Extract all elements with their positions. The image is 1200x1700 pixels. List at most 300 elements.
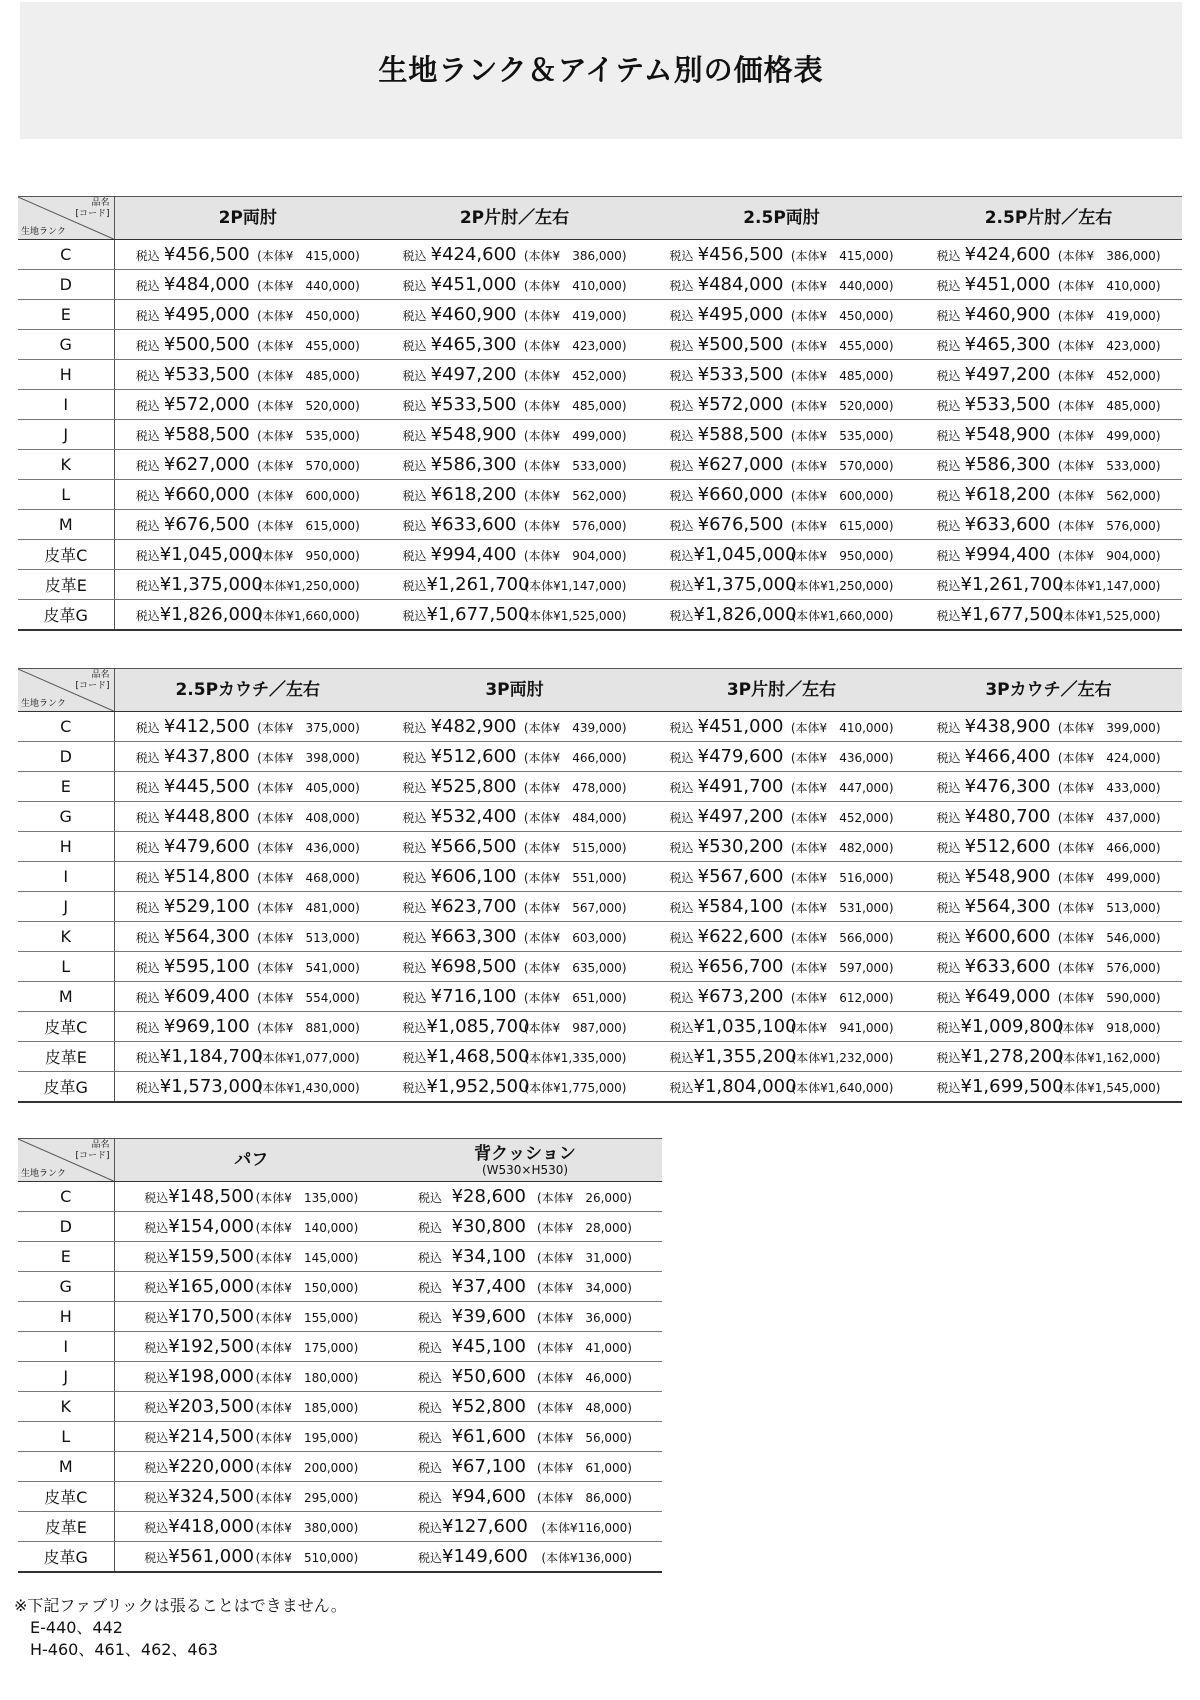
price-group bbox=[115, 986, 382, 1007]
price-incl-tax bbox=[427, 394, 517, 415]
price-base: (本体¥ 439,000) bbox=[523, 721, 627, 735]
rank-cell: H bbox=[18, 832, 114, 862]
yen-sign: ¥ bbox=[430, 544, 443, 565]
price-incl-tax bbox=[427, 866, 517, 887]
tax-label: 税込 bbox=[402, 399, 427, 413]
price-group bbox=[915, 304, 1182, 325]
price-group bbox=[388, 1396, 662, 1417]
tax-label: 税込 bbox=[135, 751, 160, 765]
price-cell bbox=[381, 480, 648, 510]
yen-sign: ¥ bbox=[159, 604, 172, 625]
table-row bbox=[18, 510, 1182, 540]
price-group bbox=[381, 1016, 648, 1037]
price-value: 1,699,500 bbox=[971, 1076, 1064, 1097]
yen-sign: ¥ bbox=[163, 244, 176, 265]
price-incl-tax bbox=[159, 604, 263, 625]
price-group bbox=[915, 776, 1182, 797]
price-incl-tax bbox=[442, 1336, 526, 1357]
column-name: 2.5Pカウチ／左右 bbox=[175, 680, 321, 700]
tax-label: 税込 bbox=[135, 991, 160, 1005]
price-base: (本体¥1,430,000) bbox=[257, 1081, 360, 1095]
price-value: 618,200 bbox=[442, 484, 517, 505]
price-group bbox=[915, 244, 1182, 265]
tax-label: 税込 bbox=[144, 1371, 169, 1385]
price-incl-tax bbox=[427, 484, 517, 505]
yen-sign: ¥ bbox=[426, 604, 438, 625]
price-incl-tax bbox=[694, 394, 784, 415]
tax-label: 税込 bbox=[936, 1021, 961, 1035]
price-base: (本体¥ 41,000) bbox=[537, 1341, 632, 1355]
price-cell bbox=[388, 1302, 662, 1332]
price-cell bbox=[915, 270, 1182, 300]
tax-label: 税込 bbox=[135, 309, 160, 323]
price-value: 1,009,800 bbox=[971, 1016, 1064, 1037]
price-cell bbox=[915, 922, 1182, 952]
price-cell bbox=[381, 1012, 648, 1042]
yen-sign: ¥ bbox=[697, 394, 710, 415]
yen-sign: ¥ bbox=[168, 1546, 180, 1567]
price-cell bbox=[114, 1422, 388, 1452]
yen-sign: ¥ bbox=[697, 304, 710, 325]
price-group bbox=[115, 574, 382, 595]
price-incl-tax bbox=[427, 896, 517, 917]
price-incl-tax bbox=[694, 806, 784, 827]
yen-sign: ¥ bbox=[430, 986, 443, 1007]
tax-label: 税込 bbox=[135, 961, 160, 975]
price-value: 94,600 bbox=[463, 1486, 526, 1507]
price-group bbox=[381, 836, 648, 857]
price-incl-tax bbox=[694, 514, 784, 535]
table-row bbox=[18, 952, 1182, 982]
price-group bbox=[381, 746, 648, 767]
table-row bbox=[18, 600, 1182, 631]
tax-label: 税込 bbox=[135, 279, 160, 293]
tax-label: 税込 bbox=[144, 1521, 169, 1535]
price-base: (本体¥1,525,000) bbox=[524, 609, 627, 623]
price-incl-tax bbox=[961, 776, 1051, 797]
price-base: (本体¥ 615,000) bbox=[790, 519, 894, 533]
price-cell bbox=[114, 922, 381, 952]
price-cell bbox=[388, 1242, 662, 1272]
price-group bbox=[915, 836, 1182, 857]
price-incl-tax bbox=[694, 364, 784, 385]
tax-label: 税込 bbox=[144, 1281, 169, 1295]
price-value: 633,600 bbox=[442, 514, 517, 535]
price-cell bbox=[114, 1072, 381, 1103]
yen-sign: ¥ bbox=[430, 926, 443, 947]
price-cell bbox=[114, 772, 381, 802]
table-row bbox=[18, 1072, 1182, 1103]
price-base: (本体¥ 135,000) bbox=[255, 1191, 359, 1205]
price-base: (本体¥ 576,000) bbox=[1057, 961, 1161, 975]
price-base: (本体¥ 295,000) bbox=[255, 1491, 359, 1505]
price-base: (本体¥ 499,000) bbox=[523, 429, 627, 443]
price-value: 479,600 bbox=[175, 836, 250, 857]
yen-sign: ¥ bbox=[163, 776, 176, 797]
price-group bbox=[381, 304, 648, 325]
price-base: (本体¥ 535,000) bbox=[257, 429, 360, 443]
price-group bbox=[115, 1016, 382, 1037]
price-value: 649,000 bbox=[976, 986, 1051, 1007]
price-cell bbox=[114, 742, 381, 772]
column-header bbox=[114, 669, 381, 712]
price-value: 1,278,200 bbox=[971, 1046, 1064, 1067]
tax-label: 税込 bbox=[936, 279, 961, 293]
price-group bbox=[381, 424, 648, 445]
yen-sign: ¥ bbox=[697, 274, 710, 295]
rank-cell: 皮革C bbox=[18, 1012, 114, 1042]
price-value: 451,000 bbox=[442, 274, 517, 295]
price-incl-tax bbox=[168, 1246, 255, 1267]
rank-cell: D bbox=[18, 1212, 114, 1242]
price-incl-tax bbox=[427, 334, 517, 355]
price-value: 566,500 bbox=[442, 836, 517, 857]
price-cell bbox=[915, 510, 1182, 540]
price-value: 676,500 bbox=[709, 514, 784, 535]
yen-sign: ¥ bbox=[430, 334, 443, 355]
price-incl-tax bbox=[159, 1076, 263, 1097]
tax-label: 税込 bbox=[669, 459, 694, 473]
price-base: (本体¥ 433,000) bbox=[1057, 781, 1161, 795]
yen-sign: ¥ bbox=[964, 806, 977, 827]
price-incl-tax bbox=[160, 986, 250, 1007]
price-base: (本体¥ 576,000) bbox=[523, 519, 627, 533]
tax-label: 税込 bbox=[669, 579, 694, 593]
price-base: (本体¥1,250,000) bbox=[257, 579, 360, 593]
price-cell bbox=[648, 300, 915, 330]
tax-label: 税込 bbox=[417, 1251, 442, 1265]
price-group bbox=[915, 274, 1182, 295]
rank-cell: M bbox=[18, 510, 114, 540]
tax-label: 税込 bbox=[135, 249, 160, 263]
price-group bbox=[915, 746, 1182, 767]
price-group bbox=[115, 484, 382, 505]
table-header-row bbox=[18, 197, 1182, 240]
price-incl-tax bbox=[961, 334, 1051, 355]
rank-cell: C bbox=[18, 1182, 114, 1212]
rank-cell: E bbox=[18, 772, 114, 802]
price-value: 564,300 bbox=[976, 896, 1051, 917]
yen-sign: ¥ bbox=[168, 1426, 180, 1447]
price-cell bbox=[114, 570, 381, 600]
tax-label: 税込 bbox=[402, 811, 427, 825]
yen-sign: ¥ bbox=[168, 1276, 180, 1297]
price-value: 480,700 bbox=[976, 806, 1051, 827]
price-cell bbox=[114, 1452, 388, 1482]
price-incl-tax bbox=[961, 394, 1051, 415]
tax-label: 税込 bbox=[135, 871, 160, 885]
price-cell bbox=[114, 1362, 388, 1392]
price-incl-tax bbox=[159, 544, 263, 565]
yen-sign: ¥ bbox=[430, 866, 443, 887]
price-group bbox=[381, 394, 648, 415]
price-incl-tax bbox=[168, 1186, 255, 1207]
price-incl-tax bbox=[168, 1516, 255, 1537]
price-base: (本体¥ 423,000) bbox=[1057, 339, 1161, 353]
yen-sign: ¥ bbox=[168, 1456, 180, 1477]
table-row bbox=[18, 1512, 662, 1542]
column-header bbox=[388, 1139, 662, 1182]
price-group bbox=[915, 716, 1182, 737]
table-row bbox=[18, 1482, 662, 1512]
yen-sign: ¥ bbox=[159, 544, 172, 565]
column-name: 3P両肘 bbox=[485, 680, 544, 700]
yen-sign: ¥ bbox=[451, 1426, 464, 1447]
price-group bbox=[388, 1426, 662, 1447]
title-banner bbox=[20, 2, 1182, 139]
tax-label: 税込 bbox=[669, 369, 694, 383]
price-value: 412,500 bbox=[175, 716, 250, 737]
price-incl-tax bbox=[168, 1546, 255, 1567]
price-incl-tax bbox=[694, 746, 784, 767]
price-base: (本体¥ 576,000) bbox=[1057, 519, 1161, 533]
tax-label: 税込 bbox=[402, 1051, 427, 1065]
price-incl-tax bbox=[160, 244, 250, 265]
price-group bbox=[381, 574, 648, 595]
price-incl-tax bbox=[693, 1016, 797, 1037]
price-base: (本体¥ 450,000) bbox=[257, 309, 360, 323]
price-value: 497,200 bbox=[976, 364, 1051, 385]
price-incl-tax bbox=[160, 364, 250, 385]
price-cell bbox=[915, 892, 1182, 922]
price-value: 1,184,700 bbox=[171, 1046, 263, 1067]
price-base: (本体¥ 635,000) bbox=[523, 961, 627, 975]
rank-cell: M bbox=[18, 982, 114, 1012]
tax-label: 税込 bbox=[417, 1341, 442, 1355]
price-cell bbox=[388, 1512, 662, 1542]
tax-label: 税込 bbox=[417, 1281, 442, 1295]
tax-label: 税込 bbox=[936, 1081, 961, 1095]
price-value: 1,045,000 bbox=[704, 544, 797, 565]
price-cell bbox=[114, 330, 381, 360]
rank-cell: E bbox=[18, 300, 114, 330]
price-base: (本体¥ 419,000) bbox=[523, 309, 627, 323]
yen-sign: ¥ bbox=[697, 244, 710, 265]
price-group bbox=[115, 1336, 389, 1357]
column-name: 2P片肘／左右 bbox=[459, 208, 570, 228]
price-cell bbox=[915, 862, 1182, 892]
price-value: 495,000 bbox=[709, 304, 784, 325]
price-incl-tax bbox=[442, 1546, 526, 1567]
price-incl-tax bbox=[961, 866, 1051, 887]
tax-label: 税込 bbox=[669, 609, 694, 623]
price-group bbox=[115, 746, 382, 767]
price-value: 994,400 bbox=[442, 544, 517, 565]
price-base: (本体¥ 28,000) bbox=[537, 1221, 632, 1235]
price-value: 561,000 bbox=[179, 1546, 255, 1567]
yen-sign: ¥ bbox=[964, 334, 977, 355]
yen-sign: ¥ bbox=[163, 956, 176, 977]
price-base: (本体¥ 918,000) bbox=[1057, 1021, 1161, 1035]
price-base: (本体¥ 881,000) bbox=[257, 1021, 360, 1035]
tax-label: 税込 bbox=[135, 549, 160, 563]
yen-sign: ¥ bbox=[451, 1246, 464, 1267]
price-cell bbox=[381, 772, 648, 802]
yen-sign: ¥ bbox=[697, 746, 710, 767]
price-group bbox=[381, 484, 648, 505]
table-row bbox=[18, 1392, 662, 1422]
table-row bbox=[18, 1012, 1182, 1042]
price-value: 586,300 bbox=[442, 454, 517, 475]
fabric-note bbox=[14, 1595, 347, 1661]
price-incl-tax bbox=[168, 1276, 255, 1297]
price-cell bbox=[381, 240, 648, 270]
note-fabric-e: E-440、442 bbox=[30, 1618, 123, 1637]
price-base: (本体¥ 56,000) bbox=[537, 1431, 632, 1445]
corner-code: [コード] bbox=[75, 681, 110, 691]
price-base: (本体¥ 410,000) bbox=[790, 721, 894, 735]
price-value: 622,600 bbox=[709, 926, 784, 947]
yen-sign: ¥ bbox=[960, 1016, 972, 1037]
price-incl-tax bbox=[442, 1216, 526, 1237]
note-fabric-h: H-460、461、462、463 bbox=[30, 1640, 218, 1659]
price-cell bbox=[915, 832, 1182, 862]
price-cell bbox=[114, 832, 381, 862]
yen-sign: ¥ bbox=[430, 514, 443, 535]
price-incl-tax bbox=[168, 1306, 255, 1327]
yen-sign: ¥ bbox=[451, 1306, 464, 1327]
column-name: パフ bbox=[234, 1150, 269, 1170]
price-value: 656,700 bbox=[709, 956, 784, 977]
tax-label: 税込 bbox=[417, 1431, 442, 1445]
price-base: (本体¥ 450,000) bbox=[790, 309, 894, 323]
price-group bbox=[648, 956, 915, 977]
tax-label: 税込 bbox=[669, 961, 694, 975]
price-group bbox=[915, 926, 1182, 947]
price-cell bbox=[114, 982, 381, 1012]
column-name: 背クッション bbox=[474, 1143, 576, 1164]
price-value: 495,000 bbox=[175, 304, 250, 325]
price-incl-tax bbox=[160, 776, 250, 797]
yen-sign: ¥ bbox=[163, 454, 176, 475]
price-base: (本体¥ 436,000) bbox=[257, 841, 360, 855]
tax-label: 税込 bbox=[936, 1051, 961, 1065]
yen-sign: ¥ bbox=[451, 1366, 464, 1387]
price-value: 52,800 bbox=[463, 1396, 526, 1417]
corner-item-label bbox=[75, 1140, 109, 1162]
corner-code: [コード] bbox=[75, 209, 110, 219]
price-incl-tax bbox=[960, 604, 1064, 625]
price-value: 663,300 bbox=[442, 926, 517, 947]
price-group bbox=[115, 514, 382, 535]
price-cell bbox=[648, 600, 915, 631]
price-base: (本体¥ 455,000) bbox=[790, 339, 894, 353]
table-row bbox=[18, 922, 1182, 952]
price-group bbox=[648, 896, 915, 917]
price-cell bbox=[388, 1392, 662, 1422]
price-incl-tax bbox=[160, 334, 250, 355]
price-cell bbox=[648, 540, 915, 570]
tax-label: 税込 bbox=[936, 249, 961, 263]
price-group bbox=[648, 746, 915, 767]
tax-label: 税込 bbox=[135, 609, 160, 623]
price-group bbox=[381, 544, 648, 565]
price-value: 479,600 bbox=[709, 746, 784, 767]
yen-sign: ¥ bbox=[693, 604, 705, 625]
corner-hinmei: 品名 bbox=[91, 198, 110, 208]
tax-label: 税込 bbox=[402, 901, 427, 915]
table-row bbox=[18, 1242, 662, 1272]
price-group bbox=[915, 866, 1182, 887]
yen-sign: ¥ bbox=[430, 304, 443, 325]
price-group bbox=[388, 1456, 662, 1477]
tax-label: 税込 bbox=[402, 519, 427, 533]
price-base: (本体¥1,640,000) bbox=[791, 1081, 894, 1095]
yen-sign: ¥ bbox=[697, 716, 710, 737]
price-group bbox=[648, 716, 915, 737]
price-base: (本体¥116,000) bbox=[541, 1521, 632, 1535]
price-value: 1,355,200 bbox=[704, 1046, 797, 1067]
price-group bbox=[648, 364, 915, 385]
price-cell bbox=[114, 510, 381, 540]
price-base: (本体¥ 155,000) bbox=[255, 1311, 359, 1325]
tax-label: 税込 bbox=[135, 901, 160, 915]
yen-sign: ¥ bbox=[964, 304, 977, 325]
price-incl-tax bbox=[961, 956, 1051, 977]
price-base: (本体¥1,147,000) bbox=[1058, 579, 1161, 593]
tax-label: 税込 bbox=[135, 931, 160, 945]
yen-sign: ¥ bbox=[697, 424, 710, 445]
price-group bbox=[381, 866, 648, 887]
table-row bbox=[18, 1332, 662, 1362]
price-cell bbox=[381, 1042, 648, 1072]
price-cell bbox=[381, 922, 648, 952]
price-value: 192,500 bbox=[179, 1336, 255, 1357]
price-incl-tax bbox=[427, 514, 517, 535]
price-value: 1,375,000 bbox=[171, 574, 263, 595]
price-group bbox=[381, 806, 648, 827]
price-group bbox=[915, 604, 1182, 625]
price-base: (本体¥ 513,000) bbox=[1057, 901, 1161, 915]
yen-sign: ¥ bbox=[693, 544, 705, 565]
price-group bbox=[388, 1366, 662, 1387]
price-incl-tax bbox=[168, 1486, 255, 1507]
corner-cell bbox=[18, 1139, 114, 1182]
price-incl-tax bbox=[961, 746, 1051, 767]
price-cell bbox=[381, 712, 648, 742]
table-row bbox=[18, 742, 1182, 772]
price-cell bbox=[114, 540, 381, 570]
price-base: (本体¥ 375,000) bbox=[257, 721, 360, 735]
tax-label: 税込 bbox=[402, 489, 427, 503]
tax-label: 税込 bbox=[936, 609, 961, 623]
price-value: 994,400 bbox=[976, 544, 1051, 565]
price-value: 1,826,000 bbox=[171, 604, 263, 625]
corner-cell bbox=[18, 669, 114, 712]
tax-label: 税込 bbox=[936, 549, 961, 563]
price-table-2 bbox=[18, 668, 1182, 1103]
price-group bbox=[915, 806, 1182, 827]
price-group bbox=[388, 1546, 662, 1567]
tax-label: 税込 bbox=[402, 609, 427, 623]
price-cell bbox=[915, 360, 1182, 390]
table-row bbox=[18, 330, 1182, 360]
price-value: 1,826,000 bbox=[704, 604, 797, 625]
yen-sign: ¥ bbox=[693, 574, 705, 595]
rank-cell: 皮革C bbox=[18, 1482, 114, 1512]
price-value: 512,600 bbox=[442, 746, 517, 767]
price-cell bbox=[381, 832, 648, 862]
price-incl-tax bbox=[442, 1396, 526, 1417]
price-value: 532,400 bbox=[442, 806, 517, 827]
price-value: 633,600 bbox=[976, 514, 1051, 535]
column-header bbox=[648, 669, 915, 712]
tax-label: 税込 bbox=[402, 1081, 427, 1095]
price-value: 567,600 bbox=[709, 866, 784, 887]
price-cell bbox=[915, 540, 1182, 570]
tax-label: 税込 bbox=[135, 781, 160, 795]
price-value: 548,900 bbox=[976, 424, 1051, 445]
